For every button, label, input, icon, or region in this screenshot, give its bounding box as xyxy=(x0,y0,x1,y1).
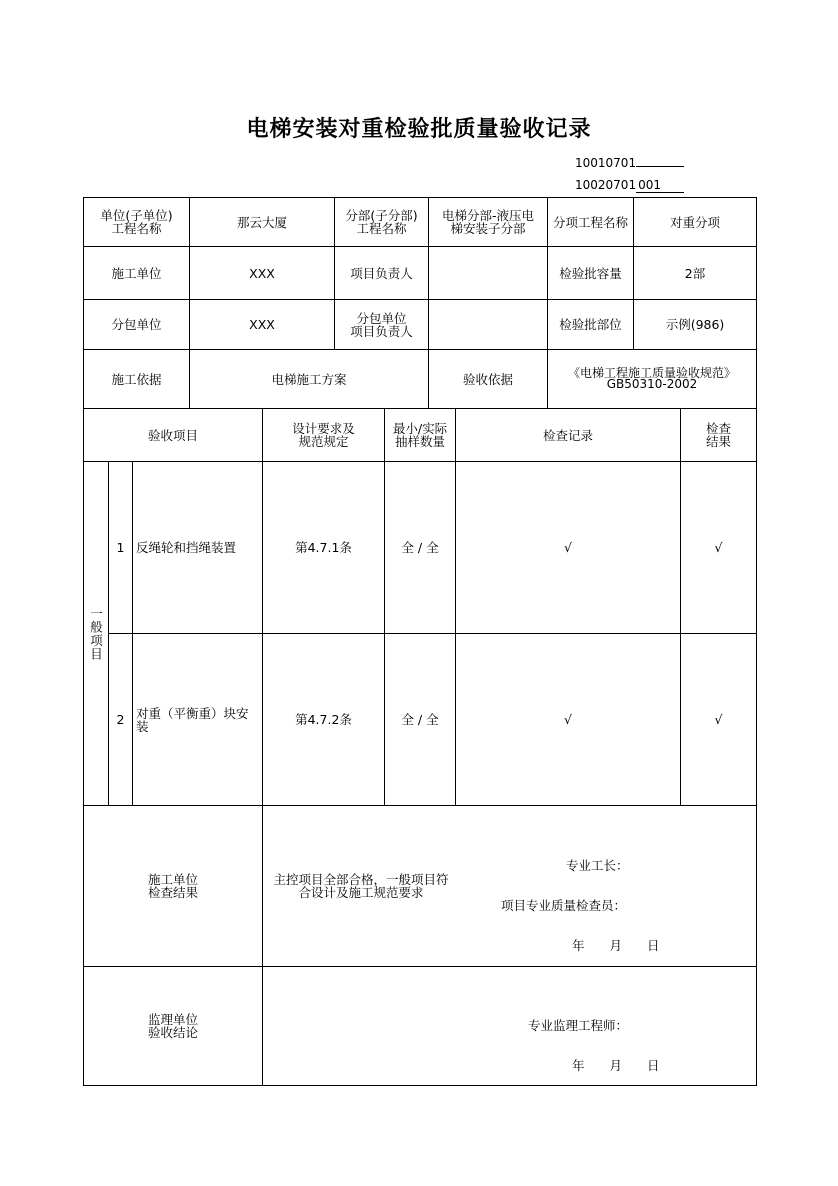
item-1-result: √ xyxy=(680,461,757,634)
contractor-check-label: 施工单位 检查结果 xyxy=(83,805,263,967)
item-2-record: √ xyxy=(455,633,681,806)
item-1-name: 反绳轮和挡绳装置 xyxy=(132,461,263,634)
item-2-sample: 全 / 全 xyxy=(384,633,456,806)
item-1-record: √ xyxy=(455,461,681,634)
supervisor-check-label: 监理单位 验收结论 xyxy=(83,966,263,1086)
form-code-2-suffix: 001 xyxy=(636,179,684,193)
batch-part-value: 示例(986) xyxy=(633,299,757,350)
col-header-item: 验收项目 xyxy=(83,408,263,462)
construction-basis-value: 电梯施工方案 xyxy=(189,349,429,409)
unit-name-label: 单位(子单位) 工程名称 xyxy=(83,197,190,247)
acceptance-basis-value: 《电梯工程施工质量验收规范》 GB50310-2002 xyxy=(547,349,757,409)
page-title: 电梯安装对重检验批质量验收记录 xyxy=(246,117,592,142)
unit-name-value: 那云大厦 xyxy=(189,197,335,247)
item-2-name: 对重（平衡重）块安装 xyxy=(132,633,263,806)
item-1-sample: 全 / 全 xyxy=(384,461,456,634)
supervisor-check-box xyxy=(262,966,757,1086)
contractor-label: 施工单位 xyxy=(83,246,190,300)
form-code-2: 10020701 001 xyxy=(575,178,684,193)
contractor-date: 年 月 日 xyxy=(572,938,660,953)
subitem-name-value: 对重分项 xyxy=(633,197,757,247)
supervisor-date: 年 月 日 xyxy=(572,1058,660,1073)
col-header-design: 设计要求及 规范规定 xyxy=(262,408,385,462)
project-manager-value xyxy=(428,246,548,300)
item-1-clause: 第4.7.1条 xyxy=(262,461,385,634)
item-2-result: √ xyxy=(680,633,757,806)
division-name-value: 电梯分部-液压电 梯安装子分部 xyxy=(428,197,548,247)
item-2-clause: 第4.7.2条 xyxy=(262,633,385,806)
subcontractor-value: XXX xyxy=(189,299,335,350)
subitem-name-label: 分项工程名称 xyxy=(547,197,634,247)
form-code-1-suffix xyxy=(636,166,684,167)
batch-capacity-value: 2部 xyxy=(633,246,757,300)
division-name-label: 分部(子分部) 工程名称 xyxy=(334,197,429,247)
form-code-1: 10010701 xyxy=(575,156,684,170)
contractor-check-text: 主控项目全部合格，一般项目符 合设计及施工规范要求 xyxy=(273,872,449,900)
col-header-sample: 最小/实际 抽样数量 xyxy=(384,408,456,462)
acceptance-basis-label: 验收依据 xyxy=(428,349,548,409)
col-header-result: 检查 结果 xyxy=(680,408,757,462)
quality-inspector-label: 项目专业质量检查员： xyxy=(501,898,627,913)
item-2-no: 2 xyxy=(108,633,133,806)
foreman-label: 专业工长： xyxy=(566,858,629,873)
supervising-engineer-label: 专业监理工程师： xyxy=(528,1018,629,1033)
construction-basis-label: 施工依据 xyxy=(83,349,190,409)
sub-pm-label: 分包单位 项目负责人 xyxy=(334,299,429,350)
contractor-value: XXX xyxy=(189,246,335,300)
subcontractor-label: 分包单位 xyxy=(83,299,190,350)
batch-capacity-label: 检验批容量 xyxy=(547,246,634,300)
sub-pm-value xyxy=(428,299,548,350)
col-header-record: 检查记录 xyxy=(455,408,681,462)
batch-part-label: 检验批部位 xyxy=(547,299,634,350)
item-1-no: 1 xyxy=(108,461,133,634)
project-manager-label: 项目负责人 xyxy=(334,246,429,300)
group-label-general: 一般项目 xyxy=(83,461,109,806)
